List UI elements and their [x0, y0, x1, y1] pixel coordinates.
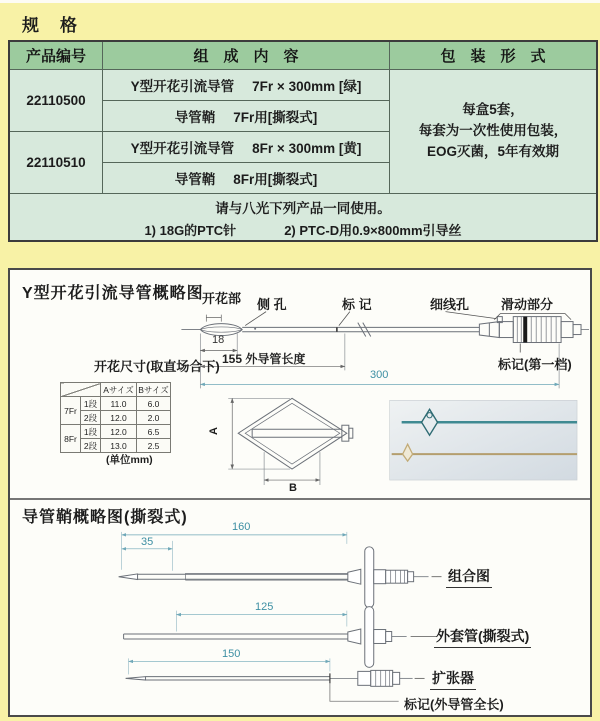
- size-row: [61, 425, 171, 439]
- size-col-a: Aサイズ: [101, 383, 137, 397]
- label-mark-first-notch: 标记(第一档): [498, 357, 572, 372]
- assembly-drawing: [119, 547, 442, 608]
- size-col-b: Bサイズ: [138, 384, 169, 395]
- label-assembly-view: 组合图: [446, 566, 492, 588]
- size-table-unit: (单位mm): [106, 454, 153, 466]
- sheath-section-title: 导管鞘概略图(撕裂式): [22, 509, 188, 526]
- outer-sheath-drawing: [124, 607, 437, 668]
- product-code-2: 22110510: [9, 132, 103, 194]
- flower-detail-dimensions: [228, 398, 320, 485]
- size-table-header: [61, 383, 171, 397]
- label-mark: 标 记: [342, 297, 372, 312]
- item-spec: 7Fr用[撕裂式]: [233, 110, 318, 125]
- detail-dim-b-label: B: [289, 482, 297, 494]
- size-b-value: 2.0: [137, 411, 171, 425]
- usage-note-item1: 1) 18G的PTC针: [144, 223, 237, 238]
- usage-note-line: 请与八光下列产品一同使用。: [215, 201, 391, 216]
- label-thin-line-hole: 细线孔: [430, 297, 470, 312]
- technical-drawing-svg: [10, 270, 590, 715]
- item-spec: 8Fr用[撕裂式]: [233, 172, 318, 187]
- col-header-composition: 组 成 内 容: [103, 41, 390, 70]
- label-flower-part: 开花部: [202, 291, 242, 306]
- dilator-dimensions: [129, 658, 330, 674]
- spec-table: [8, 40, 598, 242]
- dim-outer-sheath-length: 125: [255, 601, 274, 613]
- photo-inset: [390, 400, 577, 480]
- label-outer-sheath: 外套管(撕裂式): [434, 626, 531, 648]
- composition-cell: [103, 132, 390, 163]
- dim-dilator-length: 150: [222, 648, 241, 660]
- size-fr-7: 7Fr: [61, 397, 81, 425]
- flower-detail-drawing: [238, 398, 353, 469]
- item-name: 导管鞘: [174, 172, 216, 187]
- catheter-drawing: [181, 312, 589, 353]
- col-header-product-no: 产品编号: [9, 41, 103, 70]
- item-spec: 8Fr × 300mm [黄]: [252, 141, 362, 156]
- size-stage: 2段: [81, 411, 101, 425]
- usage-note-cell: [9, 194, 597, 242]
- dilator-drawing: [126, 670, 425, 701]
- dim-total-length: 300: [370, 369, 389, 381]
- composition-cell: [103, 101, 390, 132]
- packaging-cell: [390, 70, 598, 194]
- size-stage: 2段: [81, 439, 101, 453]
- size-fr-8: 8Fr: [61, 425, 81, 453]
- item-name: Y型开花引流导管: [130, 141, 235, 156]
- size-a-value: 13.0: [101, 439, 137, 453]
- page-title: 规 格: [22, 16, 79, 35]
- assembly-dimensions: [122, 532, 347, 571]
- item-name: Y型开花引流导管: [130, 79, 235, 94]
- packaging-line: 每盒5套，: [462, 102, 524, 118]
- table-row: [9, 70, 597, 101]
- dim-outer-catheter-length: 155 外导管长度: [222, 352, 306, 366]
- usage-note-item2: 2) PTC-D用0.9×800mm引导丝: [284, 223, 462, 238]
- size-stage: 1段: [81, 425, 101, 439]
- label-sliding-part: 滑动部分: [501, 297, 554, 312]
- size-stage: 1段: [81, 397, 101, 411]
- detail-dim-a-label: A: [207, 427, 220, 435]
- spec-table-header-row: [9, 41, 597, 70]
- packaging-line: EOG灭菌，5年有效期: [426, 143, 559, 159]
- label-side-hole: 侧 孔: [257, 297, 287, 312]
- product-code-1: 22110500: [9, 70, 103, 132]
- size-a-value: 11.0: [101, 397, 137, 411]
- catheter-section-title: Y型开花引流导管概略图: [22, 285, 204, 302]
- outer-sheath-dimensions: [176, 611, 346, 632]
- composition-cell: [103, 70, 390, 101]
- size-b-value: 6.0: [137, 397, 171, 411]
- flower-size-table-title: 开花尺寸(取直场合下): [94, 359, 220, 374]
- flower-size-table: [60, 382, 171, 453]
- size-a-value: 12.0: [101, 411, 137, 425]
- size-b-value: 6.5: [137, 425, 171, 439]
- spec-section: [8, 6, 592, 242]
- label-dilator: 扩张器: [430, 668, 476, 690]
- dim-assembly-length: 160: [232, 521, 251, 533]
- item-spec: 7Fr × 300mm [绿]: [252, 79, 362, 94]
- size-b-value: 2.5: [137, 439, 171, 453]
- label-mark-full-length: 标记(外导管全长): [404, 697, 504, 712]
- top-white-strip: [0, 0, 600, 3]
- diagram-box: [8, 268, 592, 717]
- composition-cell: [103, 163, 390, 194]
- table-note-row: [9, 194, 597, 242]
- packaging-line: 每套为一次性使用包装，: [418, 123, 568, 139]
- dim-flower-length: 18: [212, 334, 225, 346]
- size-a-value: 12.0: [101, 425, 137, 439]
- diagonal-cell: [61, 383, 101, 397]
- col-header-packaging: 包 装 形 式: [390, 41, 598, 70]
- dim-needle-length: 35: [141, 536, 154, 548]
- size-row: [61, 397, 171, 411]
- item-name: 导管鞘: [174, 110, 216, 125]
